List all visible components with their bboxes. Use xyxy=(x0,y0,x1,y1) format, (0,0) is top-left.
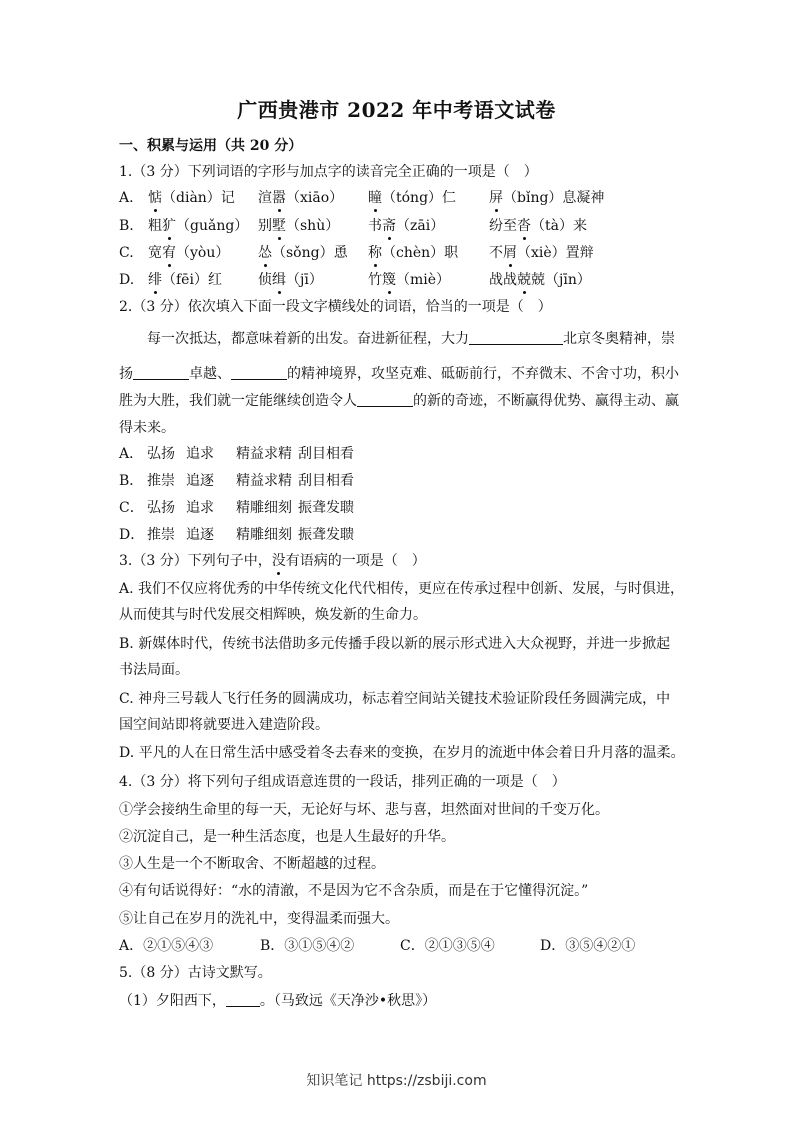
word-text: （guǎng） xyxy=(176,218,249,234)
word-text: 书 xyxy=(368,218,382,234)
option-word: 弘扬 xyxy=(147,446,175,462)
option-label: B． xyxy=(119,473,144,489)
emphasis-dot-char: 篾 xyxy=(382,272,396,288)
option-label: A. xyxy=(119,190,134,206)
stem-text: 有语病的一项是（ ） xyxy=(285,553,426,569)
word-item xyxy=(148,216,248,236)
passage-text: 的新的奇迹，不断赢得优势、赢得主动、赢 xyxy=(413,393,679,409)
word-item xyxy=(148,188,235,208)
option-label: A． xyxy=(119,446,144,462)
word-text: 纷至 xyxy=(489,218,517,234)
word-text: （xiāo） xyxy=(286,190,344,206)
numbered-sentence: ②沉淀自己，是一种生活态度，也是人生最好的升华。 xyxy=(119,829,455,845)
word-item xyxy=(489,270,591,290)
emphasis-dot-char: 斋 xyxy=(382,218,396,234)
word-text: 别 xyxy=(258,218,272,234)
section-heading: 一、积累与运用（共 20 分） xyxy=(119,138,303,154)
word-text: 粗 xyxy=(148,218,162,234)
question-2-passage-line xyxy=(119,391,679,411)
option-label: B. xyxy=(119,218,134,234)
numbered-sentence: ①学会接纳生命里的每一天，无论好与坏、悲与喜，坦然面对世间的千变万化。 xyxy=(119,802,609,818)
option-label: C． xyxy=(119,500,144,516)
word-text: （tóng）仁 xyxy=(382,190,457,206)
option-choice: A．②①⑤④③ xyxy=(119,938,214,954)
question-2-passage-line xyxy=(147,329,675,349)
option-text-line: A. 我们不仅应将优秀的中华传统文化代代相传，更应在传承过程中创新、发展，与时俱进， xyxy=(119,581,685,597)
question-4-stem: 4.（3 分）将下列句子组成语意连贯的一段话，排列正确的一项是（ ） xyxy=(119,774,566,790)
word-item xyxy=(489,243,594,263)
word-text: （yòu） xyxy=(176,245,230,261)
option-word: 振聋发聩 xyxy=(298,527,354,543)
option-word: 推崇 xyxy=(147,473,175,489)
passage-text: 卓越、 xyxy=(189,366,231,382)
option-word: 刮目相看 xyxy=(298,473,354,489)
question-2-stem: 2.（3 分）依次填入下面一段文字横线处的词语，恰当的一项是（ ） xyxy=(119,299,552,315)
passage-text: 胜为大胜，我们就一定能继续创造令人 xyxy=(119,393,357,409)
passage-text: 扬 xyxy=(119,366,133,382)
option-label: D. xyxy=(119,272,135,288)
word-item xyxy=(258,270,323,290)
passage-text: 每一次抵达，都意味着新的出发。奋进新征程，大力 xyxy=(147,331,469,347)
question-2-passage-line: 得未来。 xyxy=(119,420,175,436)
option-word: 精益求精 xyxy=(236,446,292,462)
emphasis-dot-char: 绯 xyxy=(148,272,162,288)
answer-blank xyxy=(469,330,563,345)
word-text: 战战 xyxy=(489,272,517,288)
emphasis-dot-char: 嚣 xyxy=(272,190,286,206)
question-2-passage-line xyxy=(119,364,679,384)
word-text: （shù） xyxy=(286,218,340,234)
option-text-line: 从而使其与时代发展交相辉映，焕发新的生命力。 xyxy=(119,607,427,623)
option-word: 精雕细刻 xyxy=(236,527,292,543)
word-text: （zāi） xyxy=(396,218,445,234)
word-text: （miè） xyxy=(396,272,451,288)
numbered-sentence: ⑤让自己在岁月的洗礼中，变得温柔而强大。 xyxy=(119,911,399,927)
answer-blank xyxy=(231,365,287,380)
option-text-line: B. 新媒体时代，传统书法借助多元传播手段以新的展示形式进入大众视野，并进一步掀起 xyxy=(119,636,671,652)
option-word: 精雕细刻 xyxy=(236,500,292,516)
passage-text: 北京冬奥精神，崇 xyxy=(563,331,675,347)
option-word: 追逐 xyxy=(186,527,214,543)
word-text: （diàn）记 xyxy=(162,190,235,206)
question-1-stem: 1.（3 分）下列词语的字形与加点字的读音完全正确的一项是（ ） xyxy=(119,164,538,180)
word-text: （chèn）职 xyxy=(382,245,459,261)
option-word: 追求 xyxy=(186,500,214,516)
word-item xyxy=(368,188,456,208)
option-choice: B．③①⑤④② xyxy=(260,938,355,954)
answer-blank xyxy=(357,392,413,407)
option-text-line: 国空间站即将就要进入建造阶段。 xyxy=(119,717,329,733)
word-text: （tà）来 xyxy=(531,218,587,234)
option-choice: C．②①③⑤④ xyxy=(400,938,495,954)
option-word: 推崇 xyxy=(147,527,175,543)
word-item xyxy=(489,188,604,208)
question-5-sub-1 xyxy=(119,991,436,1011)
exam-title: 广西贵港市 2022 年中考语文试卷 xyxy=(237,98,556,122)
word-text: 渲 xyxy=(258,190,272,206)
emphasis-dot-char: 屑 xyxy=(503,245,517,261)
word-item xyxy=(368,243,458,263)
emphasis-dot-char: 没 xyxy=(271,553,286,569)
word-text: 不 xyxy=(489,245,503,261)
emphasis-dot-char: 缉 xyxy=(272,272,286,288)
sub-question-text: 。（马致远《天净沙•秋思》） xyxy=(259,993,437,1009)
word-item xyxy=(258,188,343,208)
word-text: 侦 xyxy=(258,272,272,288)
word-text: 竹 xyxy=(368,272,382,288)
emphasis-dot-char: 屏 xyxy=(489,190,503,206)
word-text: （jī） xyxy=(286,272,323,288)
word-text: （sǒng）恿 xyxy=(272,245,348,261)
word-item xyxy=(368,270,450,290)
footer-watermark: 知识笔记 https://zsbiji.com xyxy=(306,1073,487,1089)
option-text-line: 书法局面。 xyxy=(119,662,189,678)
option-word: 刮目相看 xyxy=(298,446,354,462)
emphasis-dot-char: 犷 xyxy=(162,218,176,234)
option-label: D． xyxy=(119,527,145,543)
emphasis-dot-char: 瞳 xyxy=(368,190,382,206)
emphasis-dot-char: 称 xyxy=(368,245,382,261)
answer-blank xyxy=(133,365,189,380)
stem-text: 3.（3 分）下列句子中， xyxy=(119,553,272,569)
emphasis-dot-char: 墅 xyxy=(272,218,286,234)
word-item xyxy=(489,216,587,236)
word-text: 宽 xyxy=(148,245,162,261)
sub-question-text: （1）夕阳西下， xyxy=(119,993,226,1009)
emphasis-dot-char: 宥 xyxy=(162,245,176,261)
emphasis-dot-char: 沓 xyxy=(517,218,531,234)
option-word: 振聋发聩 xyxy=(298,500,354,516)
word-text: （bǐng）息凝神 xyxy=(503,190,605,206)
option-word: 追逐 xyxy=(186,473,214,489)
option-text-line: D. 平凡的人在日常生活中感受着冬去春来的变换，在岁月的流逝中体会着日升月落的温柔。 xyxy=(119,745,685,761)
question-3-stem xyxy=(119,551,426,571)
word-item xyxy=(258,243,348,263)
option-choice: D．③⑤④②① xyxy=(540,938,636,954)
passage-text: 的精神境界，攻坚克难、砥砺前行，不弃微末、不舍寸功，积小 xyxy=(287,366,679,382)
word-text: 兢（jīn） xyxy=(531,272,591,288)
numbered-sentence: ③人生是一个不断取舍、不断超越的过程。 xyxy=(119,856,385,872)
word-item xyxy=(368,216,444,236)
emphasis-dot-char: 惦 xyxy=(148,190,162,206)
option-word: 弘扬 xyxy=(147,500,175,516)
option-word: 追求 xyxy=(186,446,214,462)
emphasis-dot-char: 怂 xyxy=(258,245,272,261)
option-word: 精益求精 xyxy=(236,473,292,489)
option-label: C. xyxy=(119,245,134,261)
answer-blank xyxy=(226,992,260,1007)
option-text-line: C. 神舟三号载人飞行任务的圆满成功，标志着空间站关键技术验证阶段任务圆满完成，中 xyxy=(119,691,671,707)
word-text: （fēi）红 xyxy=(162,272,222,288)
word-text: （xiè）置辩 xyxy=(517,245,594,261)
word-item xyxy=(258,216,339,236)
question-5-stem: 5.（8 分）古诗文默写。 xyxy=(119,965,272,981)
word-item xyxy=(148,243,229,263)
emphasis-dot-char: 兢 xyxy=(517,272,531,288)
numbered-sentence: ④有句话说得好：“水的清澈，不是因为它不含杂质，而是在于它懂得沉淀。” xyxy=(119,883,589,899)
word-item xyxy=(148,270,222,290)
